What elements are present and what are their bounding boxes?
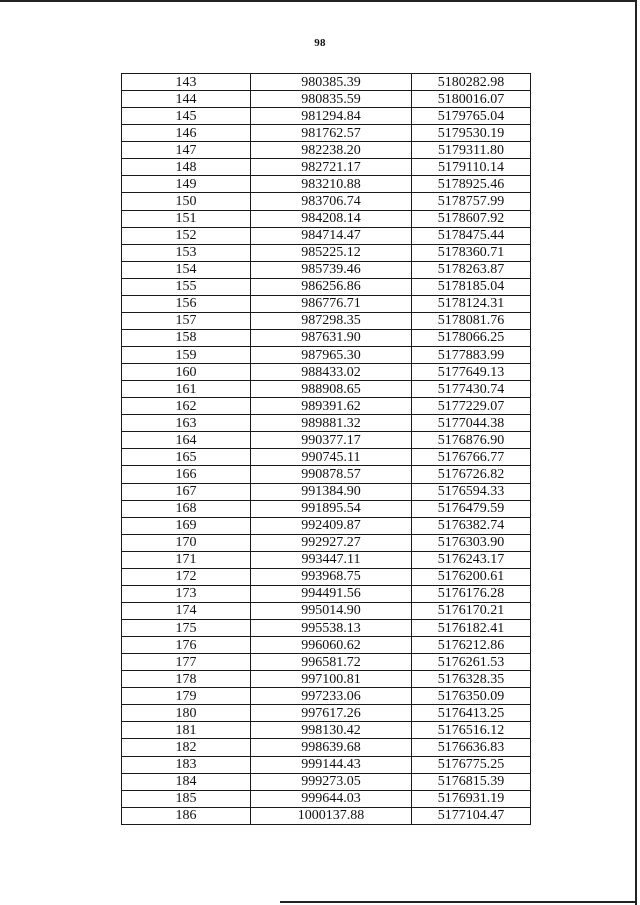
table-row [122, 278, 531, 295]
y-coordinate-cell: 5176479.59 [412, 500, 531, 517]
x-coordinate-cell: 985225.12 [251, 244, 412, 261]
y-coordinate-cell: 5176413.25 [412, 705, 531, 722]
point-number-cell: 171 [122, 551, 251, 568]
table-row [122, 688, 531, 705]
y-coordinate-cell: 5179110.14 [412, 159, 531, 176]
x-coordinate-cell: 993447.11 [251, 551, 412, 568]
table-row [122, 381, 531, 398]
x-coordinate-cell: 993968.75 [251, 568, 412, 585]
x-coordinate-cell: 986776.71 [251, 295, 412, 312]
point-number-cell: 145 [122, 108, 251, 125]
point-number-cell: 179 [122, 688, 251, 705]
table-row [122, 517, 531, 534]
table-row [122, 244, 531, 261]
x-coordinate-cell: 984714.47 [251, 227, 412, 244]
y-coordinate-cell: 5179311.80 [412, 142, 531, 159]
y-coordinate-cell: 5177229.07 [412, 398, 531, 415]
table-row [122, 654, 531, 671]
y-coordinate-cell: 5178081.76 [412, 312, 531, 329]
y-coordinate-cell: 5178124.31 [412, 295, 531, 312]
x-coordinate-cell: 990377.17 [251, 432, 412, 449]
y-coordinate-cell: 5178475.44 [412, 227, 531, 244]
x-coordinate-cell: 997233.06 [251, 688, 412, 705]
x-coordinate-cell: 987298.35 [251, 312, 412, 329]
y-coordinate-cell: 5176212.86 [412, 637, 531, 654]
y-coordinate-cell: 5176815.39 [412, 773, 531, 790]
y-coordinate-cell: 5176328.35 [412, 671, 531, 688]
table-row [122, 398, 531, 415]
table-row [122, 125, 531, 142]
table-row [122, 91, 531, 108]
y-coordinate-cell: 5176726.82 [412, 466, 531, 483]
x-coordinate-cell: 999644.03 [251, 790, 412, 807]
x-coordinate-cell: 989881.32 [251, 415, 412, 432]
table-row [122, 739, 531, 756]
x-coordinate-cell: 987631.90 [251, 329, 412, 346]
x-coordinate-cell: 998130.42 [251, 722, 412, 739]
y-coordinate-cell: 5176182.41 [412, 620, 531, 637]
x-coordinate-cell: 985739.46 [251, 261, 412, 278]
x-coordinate-cell: 992409.87 [251, 517, 412, 534]
y-coordinate-cell: 5176261.53 [412, 654, 531, 671]
x-coordinate-cell: 997617.26 [251, 705, 412, 722]
table-row [122, 705, 531, 722]
point-number-cell: 160 [122, 364, 251, 381]
table-row [122, 483, 531, 500]
table-row [122, 466, 531, 483]
x-coordinate-cell: 996581.72 [251, 654, 412, 671]
point-number-cell: 166 [122, 466, 251, 483]
page-border-top [0, 0, 636, 2]
point-number-cell: 184 [122, 773, 251, 790]
table-row [122, 193, 531, 210]
x-coordinate-cell: 983706.74 [251, 193, 412, 210]
point-number-cell: 175 [122, 620, 251, 637]
y-coordinate-cell: 5180282.98 [412, 74, 531, 91]
point-number-cell: 143 [122, 74, 251, 91]
point-number-cell: 154 [122, 261, 251, 278]
table-row [122, 295, 531, 312]
y-coordinate-cell: 5176775.25 [412, 756, 531, 773]
x-coordinate-cell: 980835.59 [251, 91, 412, 108]
y-coordinate-cell: 5179765.04 [412, 108, 531, 125]
y-coordinate-cell: 5176876.90 [412, 432, 531, 449]
x-coordinate-cell: 995014.90 [251, 602, 412, 619]
y-coordinate-cell: 5176931.19 [412, 790, 531, 807]
y-coordinate-cell: 5178925.46 [412, 176, 531, 193]
table-row [122, 568, 531, 585]
table-row [122, 364, 531, 381]
point-number-cell: 164 [122, 432, 251, 449]
page-border-right [635, 0, 637, 905]
table-row [122, 176, 531, 193]
table-row [122, 534, 531, 551]
table-row [122, 790, 531, 807]
x-coordinate-cell: 990745.11 [251, 449, 412, 466]
x-coordinate-cell: 981294.84 [251, 108, 412, 125]
y-coordinate-cell: 5177883.99 [412, 347, 531, 364]
y-coordinate-cell: 5178607.92 [412, 210, 531, 227]
y-coordinate-cell: 5178360.71 [412, 244, 531, 261]
x-coordinate-cell: 995538.13 [251, 620, 412, 637]
point-number-cell: 155 [122, 278, 251, 295]
table-row [122, 108, 531, 125]
y-coordinate-cell: 5179530.19 [412, 125, 531, 142]
y-coordinate-cell: 5176176.28 [412, 585, 531, 602]
x-coordinate-cell: 980385.39 [251, 74, 412, 91]
table-row [122, 671, 531, 688]
x-coordinate-cell: 992927.27 [251, 534, 412, 551]
x-coordinate-cell: 990878.57 [251, 466, 412, 483]
table-row [122, 602, 531, 619]
table-row [122, 449, 531, 466]
point-number-cell: 153 [122, 244, 251, 261]
x-coordinate-cell: 982238.20 [251, 142, 412, 159]
y-coordinate-cell: 5177649.13 [412, 364, 531, 381]
y-coordinate-cell: 5178185.04 [412, 278, 531, 295]
point-number-cell: 146 [122, 125, 251, 142]
y-coordinate-cell: 5178263.87 [412, 261, 531, 278]
point-number-cell: 148 [122, 159, 251, 176]
point-number-cell: 183 [122, 756, 251, 773]
point-number-cell: 169 [122, 517, 251, 534]
x-coordinate-cell: 994491.56 [251, 585, 412, 602]
table-row [122, 159, 531, 176]
x-coordinate-cell: 991384.90 [251, 483, 412, 500]
y-coordinate-cell: 5176594.33 [412, 483, 531, 500]
y-coordinate-cell: 5176303.90 [412, 534, 531, 551]
table-row [122, 74, 531, 91]
table-row [122, 500, 531, 517]
point-number-cell: 147 [122, 142, 251, 159]
point-number-cell: 167 [122, 483, 251, 500]
x-coordinate-cell: 998639.68 [251, 739, 412, 756]
x-coordinate-cell: 981762.57 [251, 125, 412, 142]
table-row [122, 415, 531, 432]
point-number-cell: 161 [122, 381, 251, 398]
x-coordinate-cell: 988433.02 [251, 364, 412, 381]
point-number-cell: 174 [122, 602, 251, 619]
y-coordinate-cell: 5176766.77 [412, 449, 531, 466]
point-number-cell: 152 [122, 227, 251, 244]
x-coordinate-cell: 982721.17 [251, 159, 412, 176]
table-row [122, 620, 531, 637]
point-number-cell: 150 [122, 193, 251, 210]
y-coordinate-cell: 5178757.99 [412, 193, 531, 210]
x-coordinate-cell: 996060.62 [251, 637, 412, 654]
table-row [122, 329, 531, 346]
point-number-cell: 182 [122, 739, 251, 756]
point-number-cell: 176 [122, 637, 251, 654]
point-number-cell: 158 [122, 329, 251, 346]
table-row [122, 773, 531, 790]
table-row [122, 227, 531, 244]
point-number-cell: 165 [122, 449, 251, 466]
y-coordinate-cell: 5180016.07 [412, 91, 531, 108]
point-number-cell: 181 [122, 722, 251, 739]
x-coordinate-cell: 986256.86 [251, 278, 412, 295]
y-coordinate-cell: 5177044.38 [412, 415, 531, 432]
x-coordinate-cell: 983210.88 [251, 176, 412, 193]
table-row [122, 142, 531, 159]
y-coordinate-cell: 5176636.83 [412, 739, 531, 756]
point-number-cell: 178 [122, 671, 251, 688]
point-number-cell: 149 [122, 176, 251, 193]
point-number-cell: 159 [122, 347, 251, 364]
point-number-cell: 186 [122, 807, 251, 824]
point-number-cell: 172 [122, 568, 251, 585]
point-number-cell: 156 [122, 295, 251, 312]
page-number: 98 [314, 37, 326, 49]
x-coordinate-cell: 1000137.88 [251, 807, 412, 824]
point-number-cell: 170 [122, 534, 251, 551]
table-row [122, 347, 531, 364]
table-row [122, 312, 531, 329]
x-coordinate-cell: 997100.81 [251, 671, 412, 688]
point-number-cell: 173 [122, 585, 251, 602]
point-number-cell: 157 [122, 312, 251, 329]
point-number-cell: 163 [122, 415, 251, 432]
y-coordinate-cell: 5176243.17 [412, 551, 531, 568]
table-row [122, 637, 531, 654]
point-number-cell: 162 [122, 398, 251, 415]
point-number-cell: 177 [122, 654, 251, 671]
y-coordinate-cell: 5178066.25 [412, 329, 531, 346]
y-coordinate-cell: 5176516.12 [412, 722, 531, 739]
point-number-cell: 180 [122, 705, 251, 722]
x-coordinate-cell: 999144.43 [251, 756, 412, 773]
point-number-cell: 151 [122, 210, 251, 227]
point-number-cell: 185 [122, 790, 251, 807]
x-coordinate-cell: 987965.30 [251, 347, 412, 364]
table-row [122, 432, 531, 449]
point-number-cell: 144 [122, 91, 251, 108]
coordinates-table-body [122, 74, 531, 825]
page-border-bottom [280, 901, 636, 903]
table-row [122, 585, 531, 602]
y-coordinate-cell: 5176200.61 [412, 568, 531, 585]
x-coordinate-cell: 989391.62 [251, 398, 412, 415]
x-coordinate-cell: 984208.14 [251, 210, 412, 227]
table-row [122, 807, 531, 824]
point-number-cell: 168 [122, 500, 251, 517]
table-row [122, 261, 531, 278]
table-row [122, 722, 531, 739]
table-row [122, 756, 531, 773]
y-coordinate-cell: 5177430.74 [412, 381, 531, 398]
y-coordinate-cell: 5176350.09 [412, 688, 531, 705]
table-row [122, 210, 531, 227]
x-coordinate-cell: 988908.65 [251, 381, 412, 398]
y-coordinate-cell: 5176170.21 [412, 602, 531, 619]
y-coordinate-cell: 5176382.74 [412, 517, 531, 534]
x-coordinate-cell: 999273.05 [251, 773, 412, 790]
coordinates-table [121, 73, 531, 825]
y-coordinate-cell: 5177104.47 [412, 807, 531, 824]
x-coordinate-cell: 991895.54 [251, 500, 412, 517]
table-row [122, 551, 531, 568]
